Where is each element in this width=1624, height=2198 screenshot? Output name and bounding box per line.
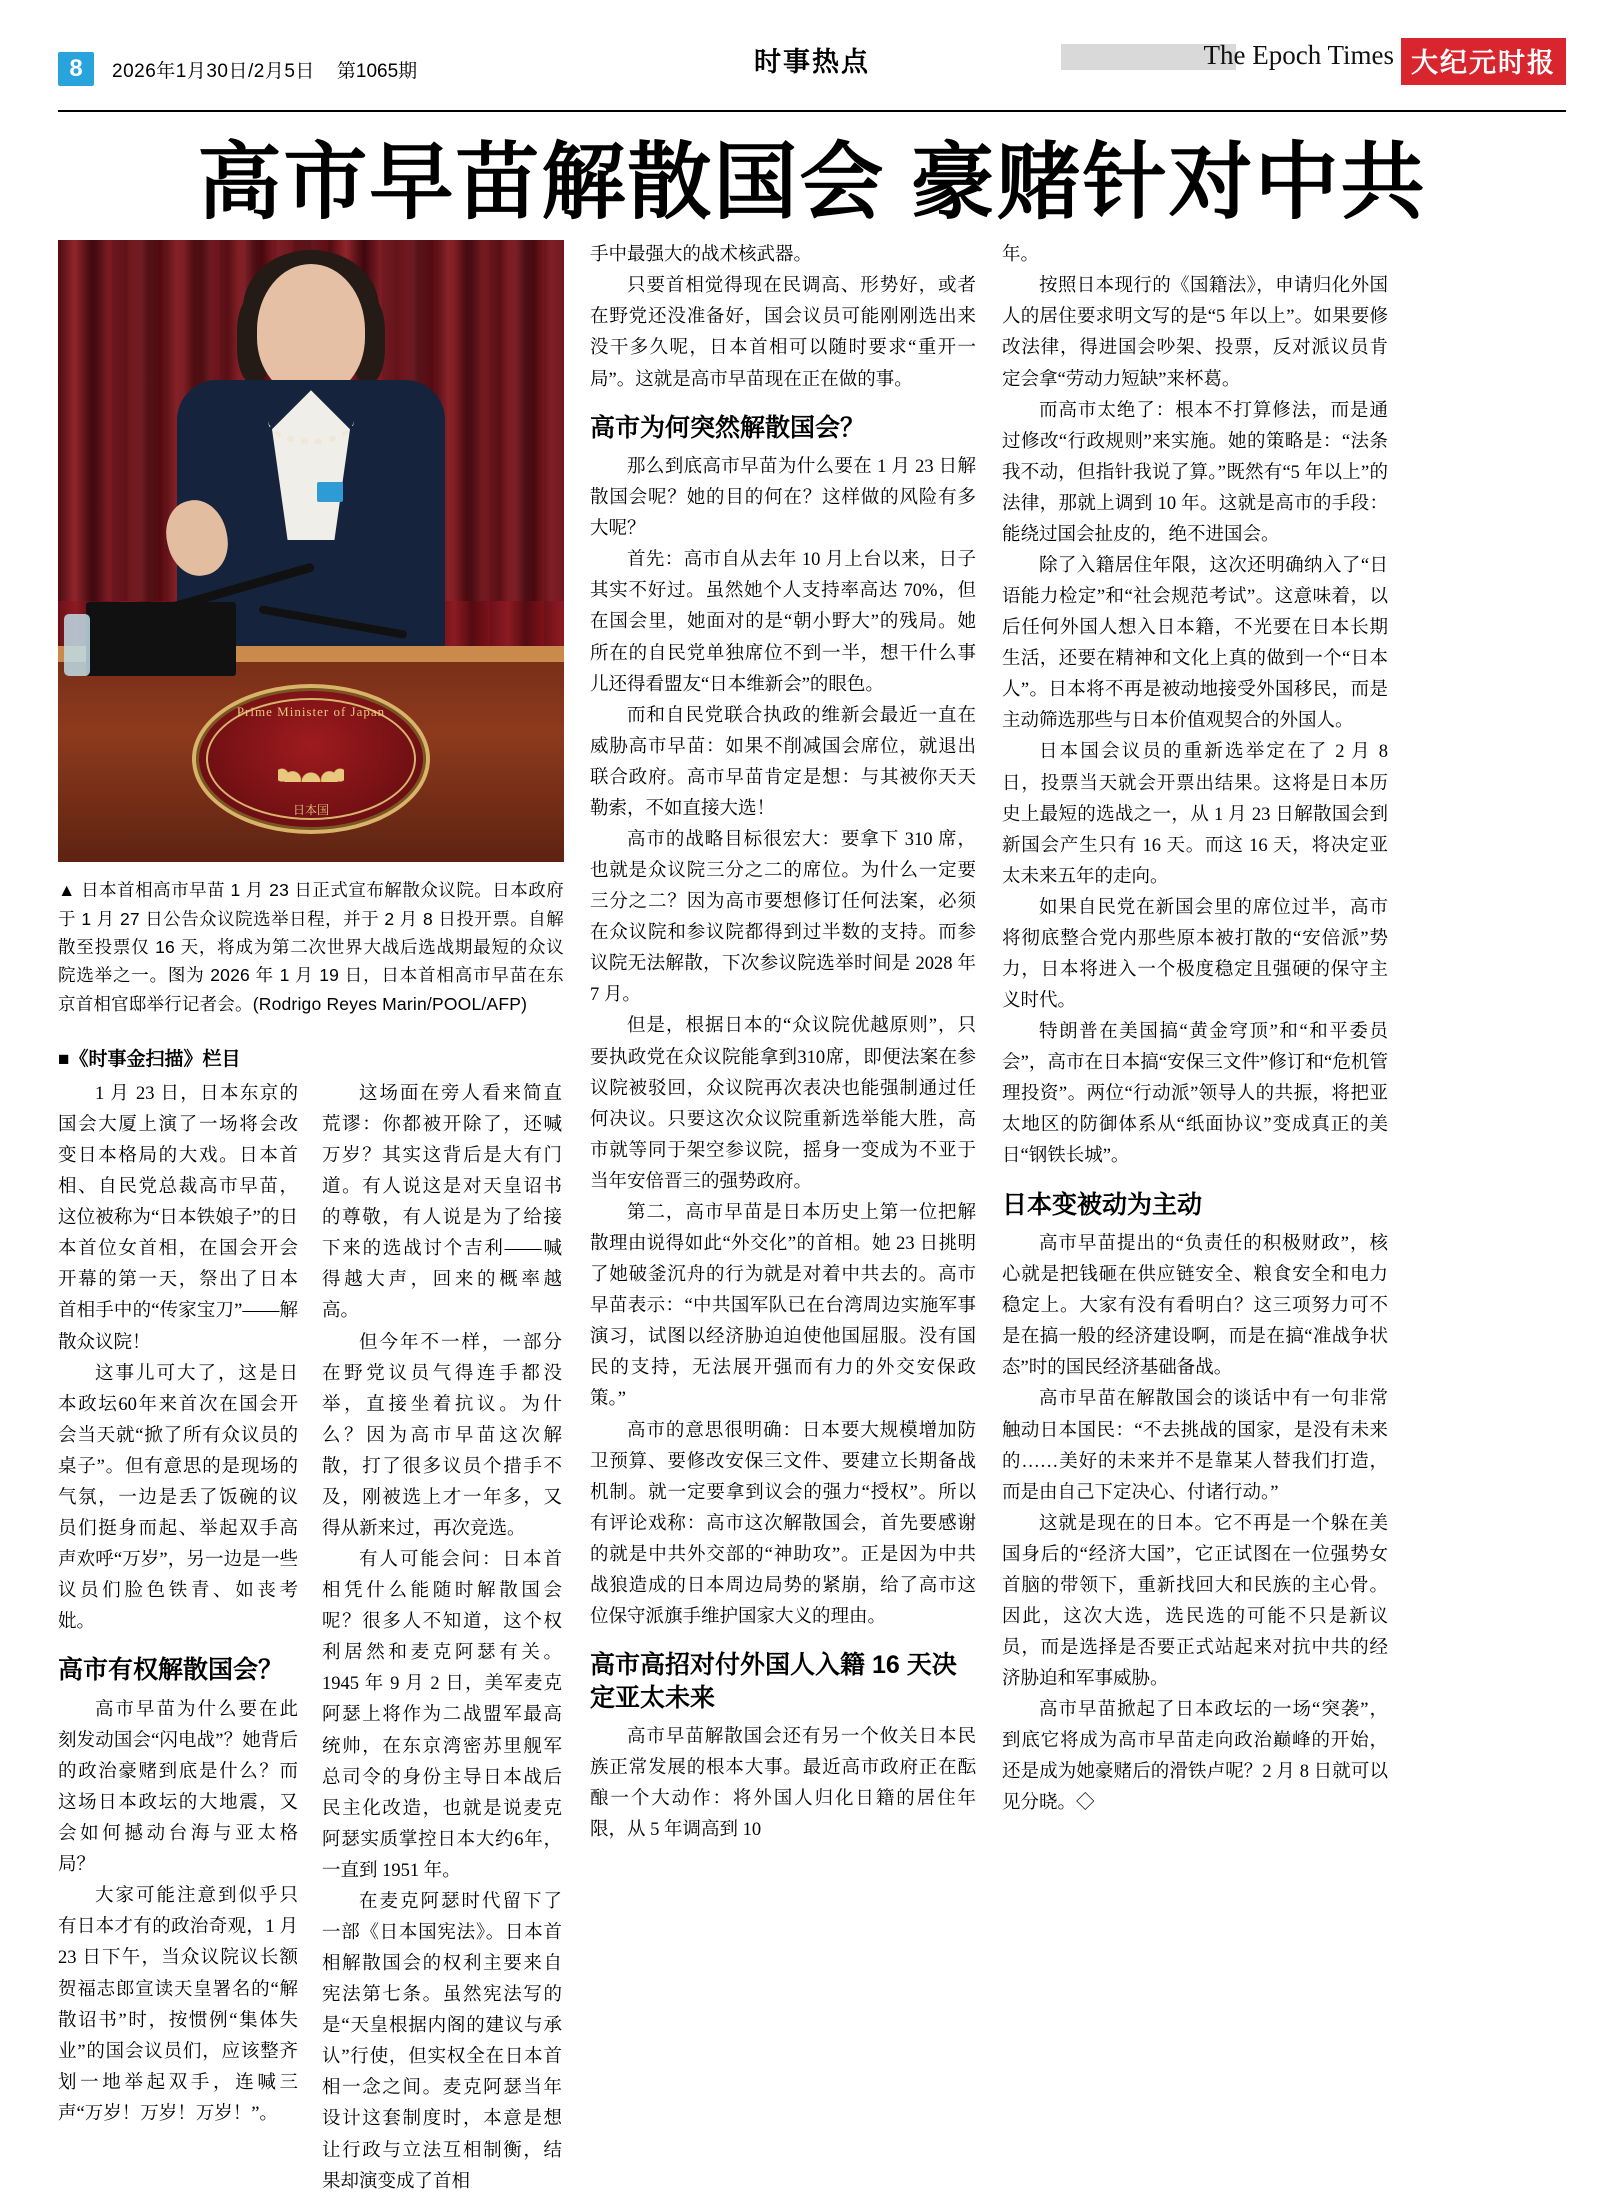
- photo-caption: ▲ 日本首相高市早苗 1 月 23 日正式宣布解散众议院。日本政府于 1 月 27 日公告众议院选举日程，并于 2 月 8 日投开票。自解散至投票仅 16 天，将成为第二次世界大战后选战期最短的众议院选举之一。图为 2026 年 1 月 19 日，日本首相高市早苗在东京首相官邸举行记者会。(Rodrigo Reyes Marin/POOL/AFP): [58, 880, 564, 1014]
- photo-necklace: [268, 396, 354, 445]
- paragraph: 这事儿可大了，这是日本政坛60年来首次在国会开会当天就“掀了所有众议员的桌子”。但有意思的是现场的气氛，一边是丢了饭碗的议员们挺身而起、举起双手高声欢呼“万岁”，另一边是一些议员们脸色铁青、如丧考妣。: [58, 1363, 298, 1633]
- paragraph: 但今年不一样，一部分在野党议员气得连手都没举，直接坐着抗议。为什么？因为高市早苗这次解散，打了很多议员个措手不及，刚被选上才一年多，又得从新来过，再次竞选。: [322, 1332, 562, 1539]
- paragraph: 首先：高市自从去年 10 月上台以来，日子其实不好过。虽然她个人支持率高达 70%，但在国会里，她面对的是“朝小野大”的残局。她所在的自民党单独席位不到一半，想干什么事儿还得看盟友“日本维新会”的眼色。: [590, 550, 976, 695]
- paragraph: 1 月 23 日，日本东京的国会大厦上演了一场将会改变日本格局的大戏。日本首相、自民党总裁高市早苗，这位被称为“日本铁娘子”的日本首位女首相，在国会开会开幕的第一天，祭出了日本首相手中的“传家宝刀”——解散众议院！: [58, 1083, 298, 1353]
- photo-head: [257, 264, 365, 396]
- paragraph: 按照日本现行的《国籍法》，申请归化外国人的居住要求明文写的是“5 年以上”。如果要修改法律，得进国会吵架、投票，反对派议员肯定会拿“劳动力短缺”来杯葛。: [1002, 276, 1388, 390]
- paragraph: 高市早苗为什么要在此刻发动国会“闪电战”？她背后的政治豪赌到底是什么？而这场日本政坛的大地震，又会如何撼动台海与亚太格局？: [58, 1699, 298, 1876]
- paragraph: 但是，根据日本的“众议院优越原则”，只要执政党在众议院能拿到310席，即便法案在参议院被驳回，众议院再次表决也能强制通过任何决议。只要这次众议院重新选举能大胜，高市就等同于架空参议院，摇身一变成为不亚于当年安倍晋三的强势政府。: [590, 1016, 976, 1192]
- paragraph: 第二，高市早苗是日本历史上第一位把解散理由说得如此“外交化”的首相。她 23 日挑明了她破釜沉舟的行为就是对着中共去的。高市早苗表示：“中共国军队已在台湾周边实施军事演习，试图以经济胁迫迫使他国屈服。没有国民的支持，无法展开强而有力的外交安保政策。”: [590, 1202, 976, 1410]
- issue-number: 第1065期: [336, 60, 418, 82]
- paragraph: 高市的战略目标很宏大：要拿下 310 席，也就是众议院三分之二的席位。为什么一定要三分之二？因为高市要想修订任何法案，必须在众议院和参议院都得到过半数的支持。而参议院无法解散，下次参议院选举时间是 2028 年 7 月。: [590, 830, 976, 1006]
- paragraph: 有人可能会问：日本首相凭什么能随时解散国会呢？很多人不知道，这个权利居然和麦克阿瑟有关。1945 年 9 月 2 日，美军麦克阿瑟上将作为二战盟军最高统帅，在东京湾密苏里舰军总司令的身份主导日本战后民主化改造，也就是说麦克阿瑟实质掌控日本大约6年，一直到 1951 年。: [322, 1550, 562, 1881]
- masthead-rule: [58, 110, 1566, 112]
- paragraph: 在麦克阿瑟时代留下了一部《日本国宪法》。日本首相解散国会的权利主要来自宪法第七条。虽然宪法写的是“天皇根据内阁的建议与承认”行使，但实权全在日本首相一念之间。麦克阿瑟当年设计这套制度时，本意是想让行政与立法互相制衡，结果却演变成了首相: [322, 1891, 562, 2192]
- column-label: ■《时事金扫描》栏目: [58, 1048, 241, 1070]
- subheading: 高市为何突然解散国会？: [590, 413, 866, 442]
- water-bottle-icon: [64, 614, 90, 676]
- paragraph: 特朗普在美国搞“黄金穹顶”和“和平委员会”，高市在日本搞“安保三文件”修订和“危机管理投资”。两位“行动派”领导人的共振，将把亚太地区的防御体系从“纸面协议”变成真正的美日“钢铁长城”。: [1002, 1022, 1388, 1167]
- podium-seal: [192, 684, 430, 834]
- issue-date: 2026年1月30日/2月5日: [112, 60, 315, 82]
- column-3: [1002, 240, 1388, 2198]
- chrysanthemum-crest-icon: [278, 736, 344, 782]
- paragraph: 如果自民党在新国会里的席位过半，高市将彻底整合党内那些原本被打散的“安倍派”势力，日本将进入一个极度稳定且强硬的保守主义时代。: [1002, 897, 1388, 1012]
- section-title: 时事热点: [754, 47, 870, 77]
- paragraph: 年。: [1002, 245, 1040, 266]
- photo-lapel-badge: [317, 482, 343, 502]
- column-2: [590, 240, 976, 2198]
- paragraph: 手中最强大的战术核武器。: [590, 245, 813, 266]
- page-title: 高市早苗解散国会 豪赌针对中共: [197, 135, 1427, 229]
- column-1a: [58, 1079, 298, 2198]
- paragraph: 而和自民党联合执政的维新会最近一直在威胁高市早苗：如果不削减国会席位，就退出联合政府。高市早苗肯定是想：与其被你天天勒索，不如直接大选！: [590, 705, 976, 819]
- column-1b: [322, 1079, 562, 2198]
- paragraph: 日本国会议员的重新选举定在了 2 月 8 日，投票当天就会开票出结果。这将是日本历史上最短的选战之一，从 1 月 23 日解散国会到新国会产生只有 16 天。而这 16 天，将决定亚太未来五年的走向。: [1002, 742, 1388, 887]
- paragraph: 那么到底高市早苗为什么要在 1 月 23 日解散国会呢？她的目的何在？这样做的风险有多大呢？: [590, 457, 976, 540]
- article-photo: [58, 240, 564, 862]
- subheading: 日本变被动为主动: [1002, 1190, 1203, 1219]
- article-columns: [58, 240, 1566, 2198]
- column-1-inner: [58, 1079, 564, 2198]
- paragraph: 这就是现在的日本。它不再是一个躲在美国身后的“经济大国”，它正试图在一位强势女首脑的带领下，重新找回大和民族的主心骨。因此，这次大选，选民选的可能不只是新议员，而是选择是否要正式站起来对抗中共的经济胁迫和军事威胁。: [1002, 1513, 1388, 1690]
- subheading: 高市高招对付外国人入籍 16 天决定亚太未来: [590, 1651, 957, 1712]
- paragraph: 高市早苗提出的“负责任的积极财政”，核心就是把钱砸在供应链安全、粮食安全和电力稳定上。大家有没有看明白？这三项努力可不是在搞一般的经济建设啊，而是在搞“准战争状态”时的国民经济基础备战。: [1002, 1234, 1388, 1379]
- page-number: 8: [58, 52, 94, 86]
- paragraph: 高市的意思很明确：日本要大规模增加防卫预算、要修改安保三文件、要建立长期备战机制。就一定要拿到议会的强力“授权”。所以有评论戏称：高市这次解散国会，首先要感谢的就是中共外交部的“神助攻”。正是因为中共战狼造成的日本周边局势的紧崩，给了高市这位保守派旗手维护国家大义的理由。: [590, 1420, 976, 1627]
- paragraph: 高市早苗在解散国会的谈话中有一句非常触动日本国民：“不去挑战的国家，是没有未来的……美好的未来并不是靠某人替我们打造，而是由自己下定决心、付诸行动。”: [1002, 1389, 1388, 1503]
- paragraph: 而高市太绝了：根本不打算修法，而是通过修改“行政规则”来实施。她的策略是：“法条我不动，但指针我说了算。”既然有“5 年以上”的法律，那就上调到 10 年。这就是高市的手段：能绕过国会扯皮的，绝不进国会。: [1002, 400, 1388, 545]
- subheading: 高市有权解散国会？: [58, 1656, 284, 1685]
- brand-english: The Epoch Times: [1203, 40, 1394, 70]
- paragraph: 高市早苗解散国会还有另一个攸关日本民族正常发展的根本大事。最近高市政府正在酝酿一个大动作：将外国人归化日籍的居住年限，从 5 年调高到 10: [590, 1727, 976, 1841]
- podium-seal-top-text: Prime Minister of Japan: [236, 704, 386, 720]
- podium-seal-bottom-text: 日本国: [292, 803, 329, 818]
- column-1: [58, 240, 564, 2198]
- laptop-icon: [86, 602, 236, 676]
- paragraph: 高市早苗掀起了日本政坛的一场“突袭”，到底它将成为高市早苗走向政治巅峰的开始，还是成为她豪赌后的滑铁卢呢？2 月 8 日就可以见分晓。◇: [1002, 1700, 1388, 1814]
- paragraph: 这场面在旁人看来简直荒谬：你都被开除了，还喊万岁？其实这背后是大有门道。有人说这是对天皇诏书的尊敬，有人说是为了给接下来的选战讨个吉利——喊得越大声，回来的概率越高。: [322, 1083, 562, 1322]
- paragraph: 大家可能注意到似乎只有日本才有的政治奇观，1 月 23 日下午，当众议院议长额贺福志郎宣读天皇署名的“解散诏书”时，按惯例“集体失业”的国会议员们，应该整齐划一地举起双手，连喊三声“万岁！万岁！万岁！”。: [58, 1886, 298, 2124]
- paragraph: 除了入籍居住年限，这次还明确纳入了“日语能力检定”和“社会规范考试”。这意味着，以后任何外国人想入日本籍，不光要在日本长期生活，还要在精神和文化上真的做到一个“日本人”。日本将不再是被动地接受外国移民，而是主动筛选那些与日本价值观契合的外国人。: [1002, 555, 1388, 732]
- brand-chinese: 大纪元时报: [1401, 38, 1566, 85]
- masthead: [58, 0, 1566, 100]
- paragraph: 只要首相觉得现在民调高、形势好，或者在野党还没准备好，国会议员可能刚刚选出来没干多久呢，日本首相可以随时要求“重开一局”。这就是高市早苗现在正在做的事。: [590, 276, 976, 390]
